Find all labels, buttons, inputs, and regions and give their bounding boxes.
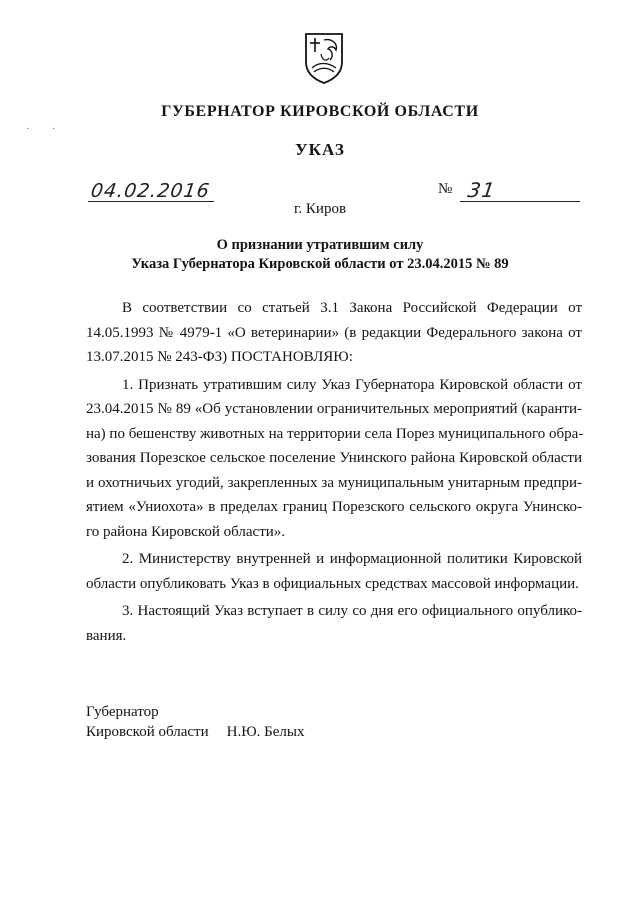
subject-line: О признании утратившим силу xyxy=(216,237,424,253)
doc-type: УКАЗ xyxy=(295,140,345,159)
text-line: 14.05.1993 № 4979-1 «О ветеринарии» (в редакции Федерального закона от xyxy=(86,324,582,341)
item-3-paragraph xyxy=(86,599,582,648)
text-line: на) по бешенству животных на территории села Порез муниципального обра- xyxy=(86,425,584,442)
date-field xyxy=(88,175,214,202)
text-line: вания. xyxy=(86,627,127,644)
signature-block xyxy=(86,702,304,742)
number-handwritten: 31 xyxy=(466,178,498,202)
date-handwritten: 04.02.2016 xyxy=(89,180,212,202)
text-line: В соответствии со статьей 3.1 Закона Российской Федерации от xyxy=(122,300,582,316)
text-line: 23.04.2015 № 89 «Об установлении ограничительных мероприятий (каранти- xyxy=(86,401,582,417)
text-line: ятием «Униохота» в пределах границ Порезского сельского округа Унинско- xyxy=(86,499,582,515)
signatory-region: Кировской области xyxy=(86,724,209,740)
item-1-paragraph xyxy=(86,373,582,545)
number-field xyxy=(460,175,580,202)
item-2-paragraph xyxy=(86,547,582,596)
signatory-name: Н.Ю. Белых xyxy=(226,724,305,740)
text-line: 3. Настоящий Указ вступает в силу со дня его официального опублико- xyxy=(122,603,582,619)
text-line: 13.07.2015 № 243-ФЗ) ПОСТАНОВЛЯЮ: xyxy=(86,349,353,365)
city: г. Киров xyxy=(293,201,347,217)
text-line: 2. Министерству внутренней и информационной политики Кировской xyxy=(122,551,582,567)
subject-heading xyxy=(0,236,640,274)
text-line: го района Кировской области». xyxy=(86,523,286,540)
signatory-position: Губернатор xyxy=(86,704,159,720)
number-sign: № xyxy=(438,181,453,197)
subject-line: Указа Губернатора Кировской области от 23.04.2015 № 89 xyxy=(131,256,509,272)
text-line: области опубликовать Указ в официальных средствах массовой информации. xyxy=(86,575,579,592)
org-title: ГУБЕРНАТОР КИРОВСКОЙ ОБЛАСТИ xyxy=(161,103,479,120)
text-line: зования Порезское сельское поселение Унинского района Кировской области xyxy=(86,450,582,466)
document-body xyxy=(86,296,582,651)
scan-artifact: · · xyxy=(26,124,66,135)
signature-row xyxy=(86,722,304,742)
preamble-paragraph xyxy=(86,296,582,370)
text-line: и охотничьих угодий, закрепленных за муниципальным унитарным предпри- xyxy=(86,474,582,491)
text-line: 1. Признать утратившим силу Указ Губернатора Кировской области от xyxy=(122,376,582,393)
coat-of-arms-icon xyxy=(304,32,344,84)
